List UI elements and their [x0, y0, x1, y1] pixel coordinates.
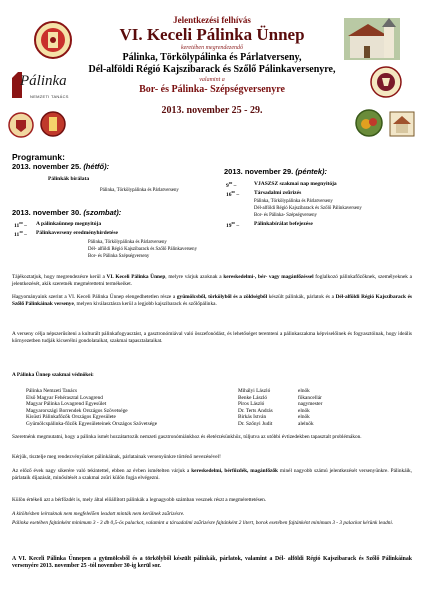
- program-day-2: [12, 208, 121, 217]
- award-badge-icon: [33, 20, 73, 60]
- day-weekday: (hétfő):: [83, 162, 110, 171]
- event-time: $19^{00}$ –: [226, 221, 240, 229]
- seal-icon: [40, 110, 66, 140]
- palinka-logo: [8, 70, 74, 104]
- event-title: Társadalmi zsűrizés: [254, 190, 302, 196]
- program-day-1: [12, 162, 109, 171]
- invitation-label: Jelentkezési felhívás: [173, 15, 251, 25]
- sample-quantity-note: Pálinka esetében fajtánként minimum 3 - 3 db 0,5-ös palackot, valamint a társadalmi zsűrizésre fajtánként 2 litert, borok esetében fajtánként minimum 3 - 3 palackot kérünk leadni.: [12, 520, 394, 526]
- church-building-icon: [344, 18, 400, 60]
- event-title: A pálinkaünnep megnyitója: [36, 221, 102, 227]
- palinka-logo-text: Pálinka: [20, 73, 67, 89]
- event-title: Pálinkák bírálata: [48, 176, 90, 182]
- distillery-paragraph: Külön értékeli azt a bérfőzdét is, mely által előállított pálinkák a legnagyobb számban vesznek részt a megmérettetésen.: [12, 497, 267, 503]
- conjunction-line: valamint a: [199, 77, 225, 83]
- event-dates: 2013. november 25 - 29.: [161, 105, 263, 116]
- final-statement: A VI. Keceli Pálinka Ünnepen a gyümölcsből és a törkölyből készült pálinkák, párlatok, valamint a Dél- alföldi Régió Kajszibarack és Szőlő Pálinkáinak versenyére 2013. november 25 -tól november 30-ig kerül sor.: [12, 556, 412, 570]
- event-time: $11^{30}$ –: [14, 230, 27, 238]
- competition-line-1: Pálinka, Törkölypálinka és Párlatverseny,: [122, 52, 302, 63]
- event-detail: Pálinka, Törkölypálinka és Párlatverseny: [100, 188, 179, 193]
- intro-paragraph: Tájékoztatjuk, hogy megrendezésre kerül a VI. Keceli Pálinka Ünnep, melyre várjuk azoknak a kereskedelmi-, bér- vagy magánfőzéssel foglalkozó pálinkafőzőknek, személyeknek a jelentkezését, akik szeretnék megmérettetni termékeiket.: [12, 274, 412, 287]
- wine-emblem-icon: [370, 66, 402, 98]
- supporters-table: [26, 388, 406, 428]
- palinka-logo-subtext: NEMZETI TANÁCS: [30, 94, 69, 99]
- event-detail: Dél-alföldi Régió Kajszibarack és Szőlő Pálinkaverseny: [254, 206, 362, 211]
- event-detail: Pálinka, Törkölypálinka és Párlatverseny: [88, 240, 167, 245]
- table-row: Magyarországi Borrendek Országos Szövetsége Dr. Terts András elnök: [26, 407, 310, 414]
- day-date: 2013. november 29.: [224, 167, 294, 176]
- event-title: VJASZSZ szakmai nap megnyitója: [254, 181, 337, 187]
- day-date: 2013. november 30.: [12, 208, 82, 217]
- gastronomy-paragraph: Szeretnénk megmutatni, hogy a pálinka ismét hozzátartozik nemzeti gasztronómiánkhoz és életérzésünkhöz, túljutva az utóbbi évtizedekben tapasztalt problémákon.: [12, 434, 362, 440]
- subtitle-line: keretében megrendezendő: [180, 45, 244, 51]
- sample-rules-note: A kitöltésben leírtaknak nem megfelelően leadott minták nem kerülnek zsűrizésre.: [12, 511, 185, 517]
- request-paragraph: Kérjük, tisztelje meg rendezvényünket pálinkáinak, párlatainak versenyünkre történő nevezésével!: [12, 454, 221, 460]
- event-detail: Pálinka, Törkölypálinka és Párlatverseny: [254, 199, 333, 204]
- fruit-emblem-icon: [354, 108, 384, 138]
- table-row: Első Magyar Fehérasztal Lovagrend Benke László főkancellár: [26, 394, 322, 401]
- event-time: $11^{00}$ –: [14, 221, 27, 229]
- goal-paragraph: A verseny célja népszerűsíteni a kulturált pálinkafogyasztást, a gasztronómiával való összefonódást, és lehetőséget teremteni a pálinkaszakma képviselőinek és fogyasztóinak, hogy ideális környezetben tudják kicserélni gondolataikat, szakmai tapasztalataikat.: [12, 331, 412, 344]
- event-detail: Bor- és Pálinka Szépségverseny: [88, 254, 150, 259]
- event-title: Pálinkabírálat befejezése: [254, 221, 313, 227]
- crest-icon: [8, 112, 34, 138]
- competition-line-2: Dél-alföldi Régió Kajszibarack és Szőlő Pálinkaversenyre,: [88, 64, 336, 75]
- event-title: Pálinkaverseny eredményhirdetése: [36, 230, 118, 236]
- table-row: Magyar Pálinka Lovagrend Egyesület Piros László nagymester: [26, 401, 323, 408]
- tradition-paragraph: Hagyományaink szerint a VI. Keceli Pálinka Ünnep elengedhetetlen része a gyümölcsből, törkölyből és a zöldségből készült pálinkák, párlatok és a Dél-alföldi Régió Kajszibarack és Szőlő Pálinkáinak versenye, melyen kiválasztásra kerül a legjobb kajszibarack és szőlőpálinka.: [12, 294, 412, 307]
- day-date: 2013. november 25.: [12, 162, 82, 171]
- program-day-3: [224, 167, 327, 176]
- supporters-heading: A Pálinka Ünnep szakmai védnökei:: [12, 372, 94, 378]
- competition-line-3: Bor- és Pálinka- Szépségversenyre: [139, 84, 285, 95]
- table-row: Gyümölcspálinka-főzők Egyesületeinek Országos Szövetsége Dr. Szőnyi Judit alelnök: [26, 420, 314, 427]
- program-heading: Programunk:: [12, 152, 65, 162]
- event-detail: Bor- és Pálinka- Szépségverseny: [254, 213, 317, 218]
- event-detail: Dél- alföldi Régió Kajszibarack és Szőlő Pálinkaverseny: [88, 247, 197, 252]
- day-weekday: (szombat):: [83, 208, 122, 217]
- day-weekday: (péntek):: [295, 167, 327, 176]
- table-row: Kisüsti Pálinkafőzők Országos Egyesülete Birkás István elnök: [26, 414, 310, 421]
- header: [0, 0, 424, 132]
- house-emblem-icon: [388, 110, 416, 138]
- event-time: $9^{00}$ –: [226, 181, 237, 189]
- event-time: $16^{00}$ –: [226, 190, 240, 198]
- table-row: Pálinka Nemzeti Tanács Mihályi László elnök: [26, 388, 310, 394]
- invitation-paragraph: Az előző évek nagy sikerére való tekintettel, ebben az évben ismételten várjuk a kereskedelmi, bérfőzdék, magánfőzők minél nagyobb számú jelentkezését versenyünkre. Pálinkáik, párlataik díjazását, minősítését a szakmai zsűri külön fogja elvégezni.: [12, 468, 412, 481]
- event-title: VI. Keceli Pálinka Ünnep: [119, 25, 305, 44]
